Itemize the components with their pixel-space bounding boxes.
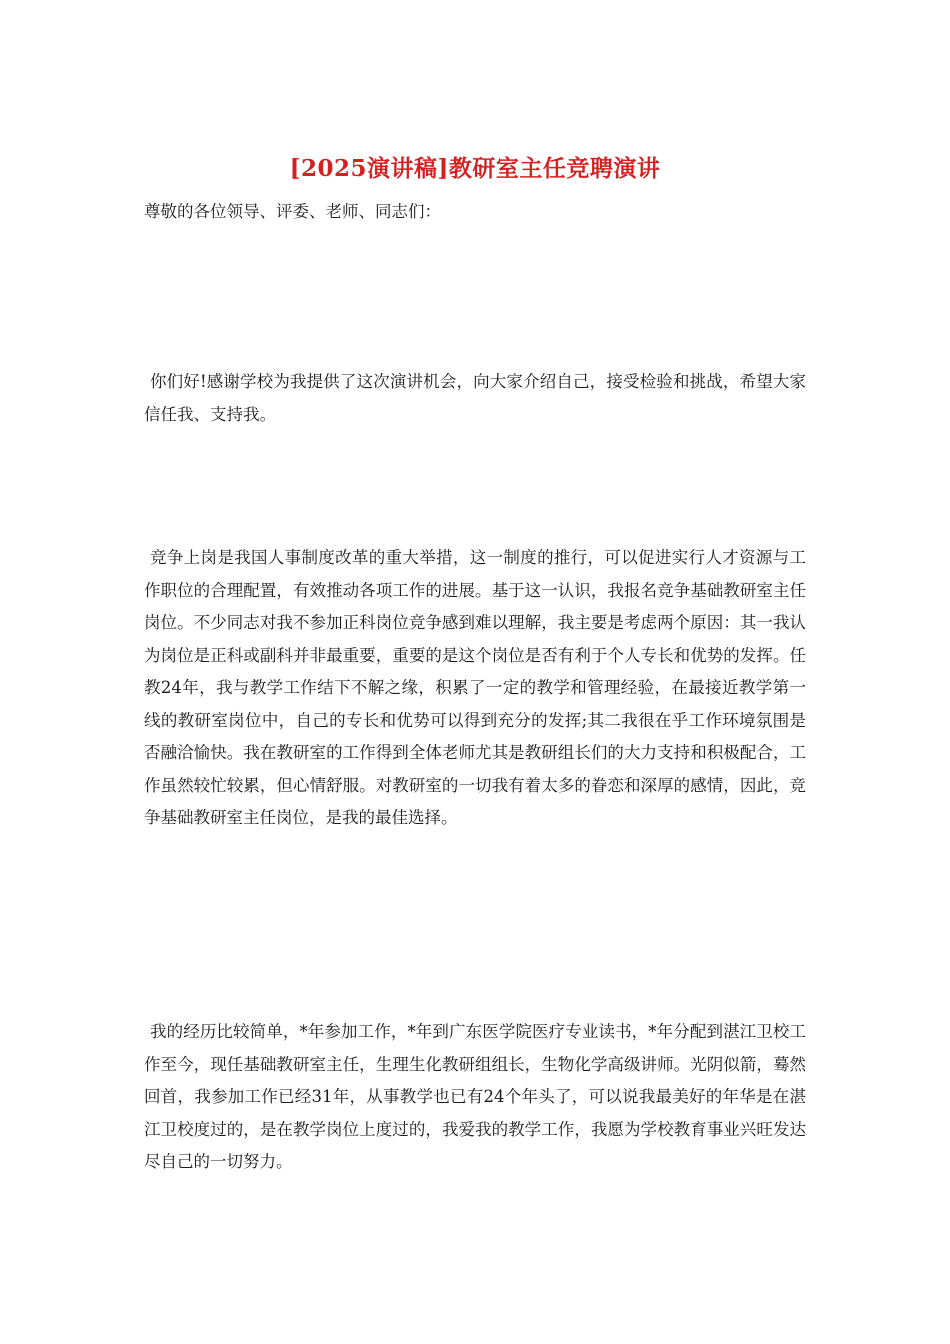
paragraph-motivation: 竞争上岗是我国人事制度改革的重大举措，这一制度的推行，可以促进实行人才资源与工作职位的合理配置，有效推动各项工作的进展。基于这一认识，我报名竞争基础教研室主任岗位。不少同志对我不参加正科岗位竞争感到难以理解，我主要是考虑两个原因：其一我认为岗位是正科或副科并非最重要，重要的是这个岗位是否有利于个人专长和优势的发挥。任教24年，我与教学工作结下不解之缘，积累了一定的教学和管理经验，在最接近教学第一线的教研室岗位中，自己的专长和优势可以得到充分的发挥;其二我很在乎工作环境氛围是否融洽愉快。我在教研室的工作得到全体老师尤其是教研组长们的大力支持和积极配合，工作虽然较忙较累，但心情舒服。对教研室的一切我有着太多的眷恋和深厚的感情，因此，竞争基础教研室主任岗位，是我的最佳选择。 (144, 548, 806, 827)
salutation: 尊敬的各位领导、评委、老师、同志们： (144, 202, 441, 221)
document-title: [2025演讲稿]教研室主任竞聘演讲 (289, 155, 661, 182)
paragraph-experience: 我的经历比较简单，*年参加工作，*年到广东医学院医疗专业读书，*年分配到湛江卫校工作至今，现任基础教研室主任，生理生化教研组组长，生物化学高级讲师。光阴似箭，蓦然回首，我参加工作已经31年，从事教学也已有24个年头了，可以说我最美好的年华是在湛江卫校度过的，是在教学岗位上度过的，我爱我的教学工作，我愿为学校教育事业兴旺发达尽自己的一切努力。 (144, 1022, 806, 1171)
paragraph-greeting: 你们好!感谢学校为我提供了这次演讲机会，向大家介绍自己，接受检验和挑战，希望大家信任我、支持我。 (144, 372, 806, 424)
